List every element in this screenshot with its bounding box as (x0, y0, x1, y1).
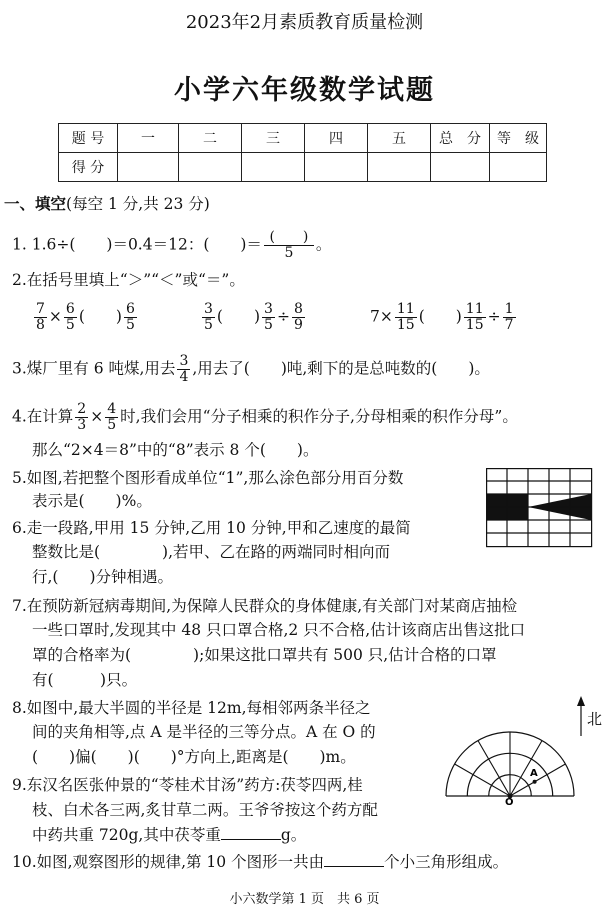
q2-compare-2 (200, 302, 307, 333)
score-cell[interactable] (242, 153, 305, 182)
q2c1-op: × (48, 307, 62, 326)
q4-op: × (90, 407, 104, 426)
q6-line-1: 6.走一段路,甲用 15 分钟,乙用 10 分钟,甲和乙速度的最简 (12, 519, 411, 537)
score-table-header-row (59, 124, 547, 153)
score-col-4: 四 (305, 124, 368, 153)
radius-lines (455, 732, 566, 796)
q8-line-2: 间的夹角相等,点 A 是半径的三等分点。A 在 O 的 (32, 723, 376, 741)
q2c1-frac-b: $\frac{6}{5}$ (65, 301, 75, 333)
q6-line-3: 行,( )分钟相遇。 (32, 568, 174, 586)
q1-fraction (264, 230, 314, 261)
q7-line-4: 有( )只。 (32, 671, 138, 689)
score-cell[interactable] (490, 153, 547, 182)
q6-line-2: 整数比是( ),若甲、乙在路的两端同时相向而 (32, 543, 391, 561)
q9-answer-blank[interactable] (221, 825, 281, 840)
score-col-5: 五 (368, 124, 431, 153)
score-col-1: 一 (118, 124, 179, 153)
q4-line-2: 那么“2×4＝8”中的“8”表示 8 个( )。 (32, 441, 319, 459)
q2c3-blank[interactable]: ( ) (418, 307, 462, 326)
q1-frac-denominator: 5 (284, 245, 294, 261)
grid-lines (486, 468, 592, 547)
score-table (58, 123, 547, 182)
score-col-2: 二 (179, 124, 242, 153)
score-col-3: 三 (242, 124, 305, 153)
q9-line-1: 9.东汉名医张仲景的“苓桂术甘汤”药方:茯苓四两,桂 (12, 776, 363, 794)
q1-suffix: 。 (315, 235, 332, 254)
origin-label: O (505, 797, 514, 806)
page-footer: 小六数学第 1 页 共 6 页 (229, 892, 380, 907)
north-arrow-icon (577, 696, 585, 736)
q10-answer-blank[interactable] (324, 852, 384, 867)
q2c1-blank[interactable]: ( ) (78, 307, 122, 326)
question-1 (12, 230, 331, 261)
question-3 (12, 354, 490, 385)
q3-pre: 3.煤厂里有 6 吨煤,用去 (12, 359, 176, 378)
q7-line-1: 7.在预防新冠病毒期间,为保障人民群众的身体健康,有关部门对某商店抽检 (12, 597, 518, 615)
q2c1-frac-c: $\frac{6}{5}$ (125, 301, 135, 333)
q3-fraction: $\frac{3}{4}$ (179, 353, 189, 385)
q10-post: 个小三角形组成。 (384, 853, 509, 871)
q2c1-frac-a: $\frac{7}{8}$ (36, 301, 45, 333)
score-cell[interactable] (305, 153, 368, 182)
score-cell[interactable] (179, 153, 242, 182)
question-4 (12, 402, 518, 433)
q2c3-op: ÷ (487, 307, 501, 326)
section-1-note: (每空 1 分,共 23 分) (66, 195, 210, 213)
q2c2-blank[interactable]: ( ) (216, 307, 261, 326)
q2c2-frac-a: $\frac{3}{5}$ (204, 301, 213, 333)
q5-line-2: 表示是( )%。 (32, 492, 152, 510)
q7-line-3: 罩的合格率为( );如果这批口罩共有 500 只,估计合格的口罩 (32, 646, 497, 664)
q2c3-frac-b: $\frac{11}{15}$ (465, 301, 484, 333)
q9-line-3 (32, 825, 306, 845)
score-cell[interactable] (368, 153, 431, 182)
question-10 (12, 852, 508, 872)
q4-frac-a: $\frac{2}{3}$ (77, 401, 87, 433)
q2-compare-3 (370, 302, 518, 333)
point-a-label: A (530, 768, 538, 779)
q2c2-frac-b: $\frac{3}{5}$ (264, 301, 273, 333)
exam-title: 小学六年级数学试题 (174, 75, 435, 106)
q7-line-2: 一些口罩时,发现其中 48 只口罩合格,2 只不合格,估计该商店出售这批口 (32, 621, 526, 639)
q2c3-frac-c: $\frac{1}{7}$ (504, 301, 514, 333)
q8-line-1: 8.如图中,最大半圆的半径是 12m,每相邻两条半径之 (12, 699, 371, 717)
q2c2-frac-c: $\frac{8}{9}$ (293, 301, 303, 333)
question-2: 2.在括号里填上“＞”“＜”或“＝”。 (12, 271, 245, 289)
q2c2-op: ÷ (276, 307, 290, 326)
section-1-heading (4, 194, 210, 214)
score-cell[interactable] (118, 153, 179, 182)
score-cell[interactable] (431, 153, 490, 182)
score-row-label: 得 分 (59, 153, 118, 182)
q9-line-3-post: g。 (280, 826, 307, 844)
grid-figure (486, 468, 594, 548)
q2-compare-1 (32, 302, 139, 333)
score-col-total: 总 分 (431, 124, 490, 153)
q10-pre: 10.如图,观察图形的规律,第 10 个图形一共由 (12, 853, 325, 871)
q4-post: 时,我们会用“分子相乘的积作分子,分母相乘的积作分母”。 (120, 407, 518, 426)
point-a (533, 780, 537, 784)
q8-line-3: ( )偏( )( )°方向上,距离是( )m。 (32, 748, 356, 766)
q4-frac-b: $\frac{4}{5}$ (107, 401, 117, 433)
exam-subtitle: 2023年2月素质教育质量检测 (185, 12, 424, 33)
q2c3-pre: 7× (370, 307, 393, 326)
q9-line-3-pre: 中药共重 720g,其中茯苓重 (32, 826, 221, 844)
compass-figure (436, 696, 606, 806)
north-label: 北 (587, 710, 603, 728)
q5-line-1: 5.如图,若把整个图形看成单位“1”,那么涂色部分用百分数 (12, 469, 404, 487)
q1-frac-numerator: ( ) (264, 230, 314, 246)
q2c3-frac-a: $\frac{11}{15}$ (396, 301, 415, 333)
q3-post: ,用去了( )吨,剩下的是总吨数的( )。 (192, 359, 490, 378)
score-col-grade: 等 级 (490, 124, 547, 153)
q9-line-2: 枝、白术各三两,炙甘草二两。王爷爷按这个药方配 (32, 801, 378, 819)
score-header-label: 题 号 (59, 124, 118, 153)
q4-pre: 4.在计算 (12, 407, 74, 426)
q1-prefix: 1. 1.6÷( )＝0.4＝12：( )＝ (12, 235, 262, 254)
section-1-title: 一、填空 (4, 194, 67, 213)
score-table-score-row (59, 153, 547, 182)
